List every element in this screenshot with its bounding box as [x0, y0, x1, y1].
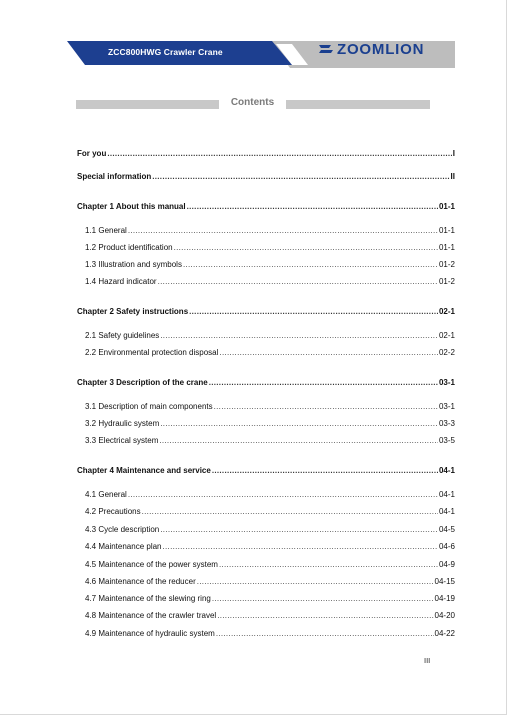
toc-chapter-entry[interactable]	[77, 149, 455, 159]
toc-entry-label: 3.3 Electrical system	[85, 436, 159, 445]
toc-entry-label: 4.4 Maintenance plan	[85, 542, 162, 551]
toc-entry-page: 01-2	[438, 260, 455, 269]
toc-entry-label: Special information	[77, 172, 152, 181]
toc-entry-page: 01-1	[438, 202, 455, 211]
toc-entry-label: 4.7 Maintenance of the slewing ring	[85, 594, 211, 603]
toc-leader-dots	[219, 560, 438, 570]
toc-entry-label: 3.2 Hydraulic system	[85, 419, 160, 428]
toc-section-entry[interactable]	[85, 577, 455, 587]
toc-chapter-entry[interactable]	[77, 307, 455, 317]
toc-chapter-entry[interactable]	[77, 172, 455, 182]
toc-section-entry[interactable]	[85, 611, 455, 621]
toc-entry-label: 1.4 Hazard indicator	[85, 277, 157, 286]
toc-section-entry[interactable]	[85, 402, 455, 412]
toc-chapter-entry[interactable]	[77, 202, 455, 212]
toc-leader-dots	[128, 226, 438, 236]
toc-leader-dots	[174, 243, 438, 253]
toc-entry-page: 02-2	[438, 348, 455, 357]
toc-leader-dots	[189, 307, 438, 317]
toc-entry-label: 4.5 Maintenance of the power system	[85, 560, 218, 569]
toc-entry-label: 2.1 Safety guidelines	[85, 331, 160, 340]
toc-entry-page: 04-5	[438, 525, 455, 534]
toc-entry-label: For you	[77, 149, 107, 158]
toc-leader-dots	[187, 202, 438, 212]
zoomlion-logo-mark-icon	[318, 41, 334, 57]
toc-entry-page: 03-3	[438, 419, 455, 428]
toc-entry-label: 4.9 Maintenance of hydraulic system	[85, 629, 215, 638]
toc-section-entry[interactable]	[85, 419, 455, 429]
toc-entry-page: 04-6	[438, 542, 455, 551]
toc-section-entry[interactable]	[85, 525, 455, 535]
toc-entry-label: 4.3 Cycle description	[85, 525, 160, 534]
toc-entry-label: Chapter 4 Maintenance and service	[77, 466, 211, 475]
toc-section-entry[interactable]	[85, 331, 455, 341]
toc-entry-page: 02-1	[438, 331, 455, 340]
toc-section-entry[interactable]	[85, 507, 455, 517]
toc-entry-page: 04-1	[438, 490, 455, 499]
toc-entry-page: 04-20	[434, 611, 455, 620]
toc-entry-page: 04-1	[438, 466, 455, 475]
header-title: ZCC800HWG Crawler Crane	[108, 47, 223, 57]
toc-chapter-entry[interactable]	[77, 378, 455, 388]
toc-leader-dots	[152, 172, 449, 182]
toc-section-entry[interactable]	[85, 436, 455, 446]
toc-section-entry[interactable]	[85, 560, 455, 570]
toc-entry-page: 04-9	[438, 560, 455, 569]
toc-leader-dots	[142, 507, 438, 517]
toc-section-entry[interactable]	[85, 348, 455, 358]
contents-title: Contents	[230, 97, 275, 108]
toc-entry-page: 03-5	[438, 436, 455, 445]
toc-entry-page: 04-22	[434, 629, 455, 638]
toc-leader-dots	[217, 611, 433, 621]
toc-entry-page: 03-1	[438, 402, 455, 411]
toc-leader-dots	[219, 348, 438, 358]
toc-entry-page: 01-1	[438, 243, 455, 252]
toc-leader-dots	[212, 466, 438, 476]
page-number: III	[424, 656, 431, 665]
logo-text: ZOOMLION	[337, 40, 425, 58]
toc-section-entry[interactable]	[85, 226, 455, 236]
toc-entry-label: Chapter 1 About this manual	[77, 202, 186, 211]
toc-leader-dots	[107, 149, 451, 159]
toc-leader-dots	[158, 277, 438, 287]
toc-section-entry[interactable]	[85, 594, 455, 604]
toc-entry-label: 4.1 General	[85, 490, 127, 499]
toc-leader-dots	[128, 490, 438, 500]
toc-leader-dots	[160, 419, 438, 429]
toc-entry-page: II	[450, 172, 455, 181]
toc-section-entry[interactable]	[85, 260, 455, 270]
toc-leader-dots	[214, 402, 438, 412]
toc-leader-dots	[160, 525, 438, 535]
toc-entry-label: Chapter 3 Description of the crane	[77, 378, 208, 387]
toc-section-entry[interactable]	[85, 542, 455, 552]
toc-entry-page: 01-1	[438, 226, 455, 235]
toc-entry-label: Chapter 2 Safety instructions	[77, 307, 189, 316]
contents-bar-right	[286, 100, 430, 109]
toc-leader-dots	[216, 629, 434, 639]
toc-leader-dots	[160, 331, 438, 341]
toc-leader-dots	[209, 378, 438, 388]
toc-section-entry[interactable]	[85, 490, 455, 500]
toc-entry-page: 03-1	[438, 378, 455, 387]
toc-entry-label: 1.1 General	[85, 226, 127, 235]
toc-entry-label: 4.6 Maintenance of the reducer	[85, 577, 196, 586]
toc-entry-page: I	[452, 149, 455, 158]
toc-leader-dots	[212, 594, 434, 604]
toc-section-entry[interactable]	[85, 629, 455, 639]
toc-entry-label: 3.1 Description of main components	[85, 402, 213, 411]
toc-leader-dots	[159, 436, 438, 446]
toc-chapter-entry[interactable]	[77, 466, 455, 476]
toc-entry-page: 04-1	[438, 507, 455, 516]
toc-section-entry[interactable]	[85, 243, 455, 253]
toc-entry-label: 2.2 Environmental protection disposal	[85, 348, 219, 357]
toc-leader-dots	[183, 260, 438, 270]
toc-section-entry[interactable]	[85, 277, 455, 287]
toc-entry-page: 04-15	[434, 577, 455, 586]
toc-entry-label: 4.8 Maintenance of the crawler travel	[85, 611, 217, 620]
toc-entry-page: 01-2	[438, 277, 455, 286]
toc-entry-page: 04-19	[434, 594, 455, 603]
toc-entry-label: 1.2 Product identification	[85, 243, 173, 252]
contents-bar-left	[76, 100, 219, 109]
toc-leader-dots	[163, 542, 438, 552]
toc-leader-dots	[197, 577, 434, 587]
toc-entry-page: 02-1	[438, 307, 455, 316]
zoomlion-logo	[318, 39, 424, 59]
toc-entry-label: 4.2 Precautions	[85, 507, 141, 516]
toc-entry-label: 1.3 Illustration and symbols	[85, 260, 182, 269]
